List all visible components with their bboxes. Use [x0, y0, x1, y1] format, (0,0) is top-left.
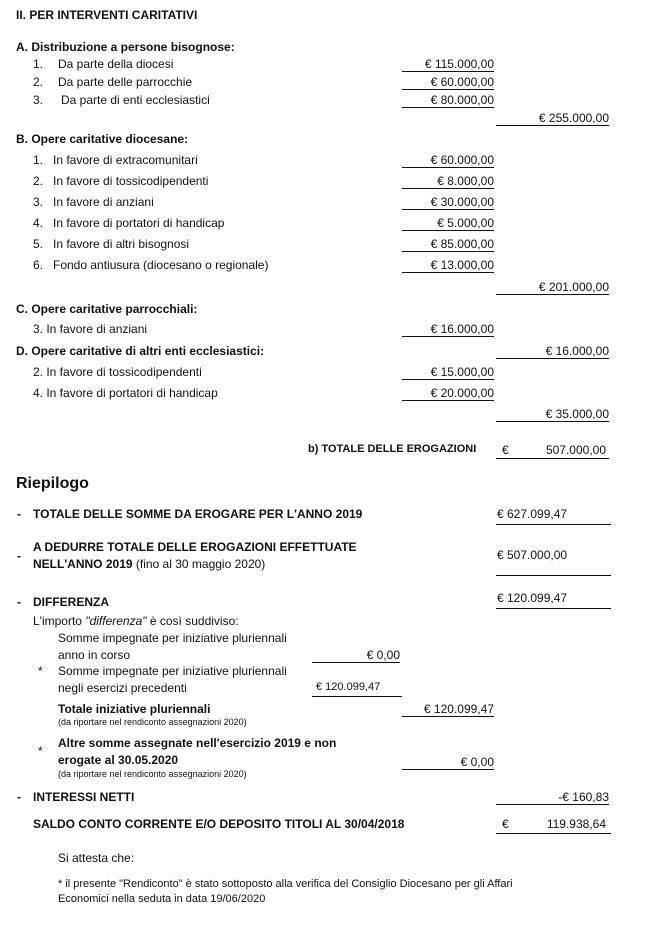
section-a-total: € 255.000,00 — [496, 112, 609, 126]
dedurre-amount: € 507.000,00 — [497, 548, 568, 562]
totale-somme-label: TOTALE DELLE SOMME DA EROGARE PER L'ANNO 2019 — [33, 507, 363, 521]
section-c-title: C. Opere caritative parrocchiali: — [16, 302, 198, 316]
saldo-currency: € — [502, 817, 509, 831]
list-item-label: Da parte della diocesi — [58, 57, 174, 71]
list-item-label: In favore di altri bisognosi — [53, 237, 190, 251]
section-c-total: € 16.000,00 — [496, 345, 609, 359]
section-b-total: € 201.000,00 — [496, 281, 609, 295]
list-item-num: 6. — [33, 258, 44, 272]
dedurre-label-bold: NELL'ANNO 2019 — [33, 557, 133, 571]
pluri2-star: * — [38, 664, 43, 678]
intro-pre: L'importo — [33, 614, 86, 628]
list-item-num: 1. — [33, 57, 44, 71]
bullet: - — [17, 549, 21, 563]
altre-line2: erogate al 30.05.2020 — [58, 753, 179, 767]
pluri2-amount: € 120.099,47 — [316, 681, 381, 693]
pluri1-amount: € 0,00 — [312, 649, 400, 663]
list-item-num: 4. — [33, 216, 44, 230]
intro-em: "differenza" — [85, 614, 147, 628]
differenza-intro — [33, 615, 239, 627]
list-item-amount: € 60.000,00 — [402, 154, 494, 168]
list-item-amount: € 20.000,00 — [402, 387, 494, 401]
differenza-amount: € 120.099,47 — [497, 591, 568, 605]
list-item-num: 5. — [33, 237, 44, 251]
list-item-amount: € 16.000,00 — [402, 323, 494, 337]
section-a-title: A. Distribuzione a persone bisognose: — [16, 40, 235, 54]
altre-line1: Altre somme assegnate nell'esercizio 2019 e non — [58, 736, 337, 750]
list-item-label: In favore di extracomunitari — [53, 153, 198, 167]
list-item-label: 4. In favore di portatori di handicap — [33, 386, 218, 400]
list-item-num: 2. — [33, 75, 44, 89]
bullet: - — [17, 790, 21, 804]
saldo-value: 119.938,64 — [546, 817, 606, 831]
list-item-amount: € 30.000,00 — [402, 196, 494, 210]
list-item-amount: € 85.000,00 — [402, 238, 494, 252]
differenza-label: DIFFERENZA — [33, 595, 109, 609]
list-item-label: In favore di tossicodipendenti — [53, 174, 209, 188]
bullet: - — [17, 595, 21, 609]
list-item-label: Da parte delle parrocchie — [58, 75, 193, 89]
dedurre-label-rest: (fino al 30 maggio 2020) — [132, 557, 266, 571]
altre-star: * — [38, 744, 43, 758]
list-item-amount: € 60.000,00 — [402, 76, 494, 90]
list-item-label: 2. In favore di tossicodipendenti — [33, 365, 202, 379]
pluri2-line2: negli esercizi precedenti — [58, 681, 187, 695]
altre-note: (da riportare nel rendiconto assegnazioni 2020) — [58, 769, 247, 779]
totale-pluri-note: (da riportare nel rendiconto assegnazioni 2020) — [58, 717, 247, 727]
pluri2-line1: Somme impegnate per iniziative pluriennali — [58, 664, 287, 678]
list-item-num: 2. — [33, 174, 44, 188]
list-item-amount: € 115.000,00 — [402, 58, 494, 72]
section-title: II. PER INTERVENTI CARITATIVI — [16, 8, 198, 22]
totale-erogazioni-value: 507.000,00 — [545, 443, 606, 457]
list-item-num: 1. — [33, 153, 44, 167]
list-item-num: 3. — [33, 93, 44, 107]
list-item-amount: € 8.000,00 — [402, 175, 494, 189]
intro-post: è così suddiviso: — [146, 614, 239, 628]
list-item-label: Fondo antiusura (diocesano o regionale) — [53, 258, 269, 272]
list-item-amount: € 5.000,00 — [402, 217, 494, 231]
totale-somme-amount: € 627.099,47 — [497, 507, 568, 521]
altre-amount: € 0,00 — [402, 756, 494, 770]
totale-erogazioni-label: b) TOTALE DELLE EROGAZIONI — [308, 443, 477, 455]
footer-note-line1: * il presente "Rendiconto" è stato sottoposto alla verifica del Consiglio Diocesano per gli Affari — [58, 878, 513, 890]
list-item-num: 3. — [33, 195, 44, 209]
dedurre-label-line1: A DEDURRE TOTALE DELLE EROGAZIONI EFFETTUATE — [33, 540, 357, 554]
totale-erogazioni-currency: € — [502, 443, 509, 457]
section-d-total: € 35.000,00 — [496, 408, 609, 422]
list-item-label: Da parte di enti ecclesiastici — [61, 93, 210, 107]
footer-note-line2: Economici nella seduta in data 19/06/2020 — [58, 893, 266, 905]
pluri1-line1: Somme impegnate per iniziative pluriennali — [58, 631, 287, 645]
list-item-label: In favore di anziani — [53, 195, 154, 209]
list-item-amount: € 80.000,00 — [402, 94, 494, 108]
riepilogo-title: Riepilogo — [16, 475, 89, 492]
list-item-amount: € 15.000,00 — [402, 366, 494, 380]
bullet: - — [17, 507, 21, 521]
interessi-amount: -€ 160,83 — [496, 791, 609, 805]
list-item-label: 3. In favore di anziani — [33, 322, 148, 336]
section-b-title: B. Opere caritative diocesane: — [16, 132, 189, 146]
dedurre-label-line2 — [33, 558, 265, 570]
list-item-label: In favore di portatori di handicap — [53, 216, 225, 230]
section-d-title: D. Opere caritative di altri enti ecclesiastici: — [16, 344, 265, 358]
totale-pluri-amount: € 120.099,47 — [402, 703, 494, 717]
list-item-amount: € 13.000,00 — [402, 259, 494, 273]
pluri1-line2: anno in corso — [58, 648, 131, 662]
interessi-label: INTERESSI NETTI — [33, 790, 135, 804]
attesta-text: Si attesta che: — [58, 851, 135, 865]
saldo-label: SALDO CONTO CORRENTE E/O DEPOSITO TITOLI AL 30/04/2018 — [33, 817, 405, 831]
totale-pluri-label: Totale iniziative pluriennali — [58, 702, 211, 716]
